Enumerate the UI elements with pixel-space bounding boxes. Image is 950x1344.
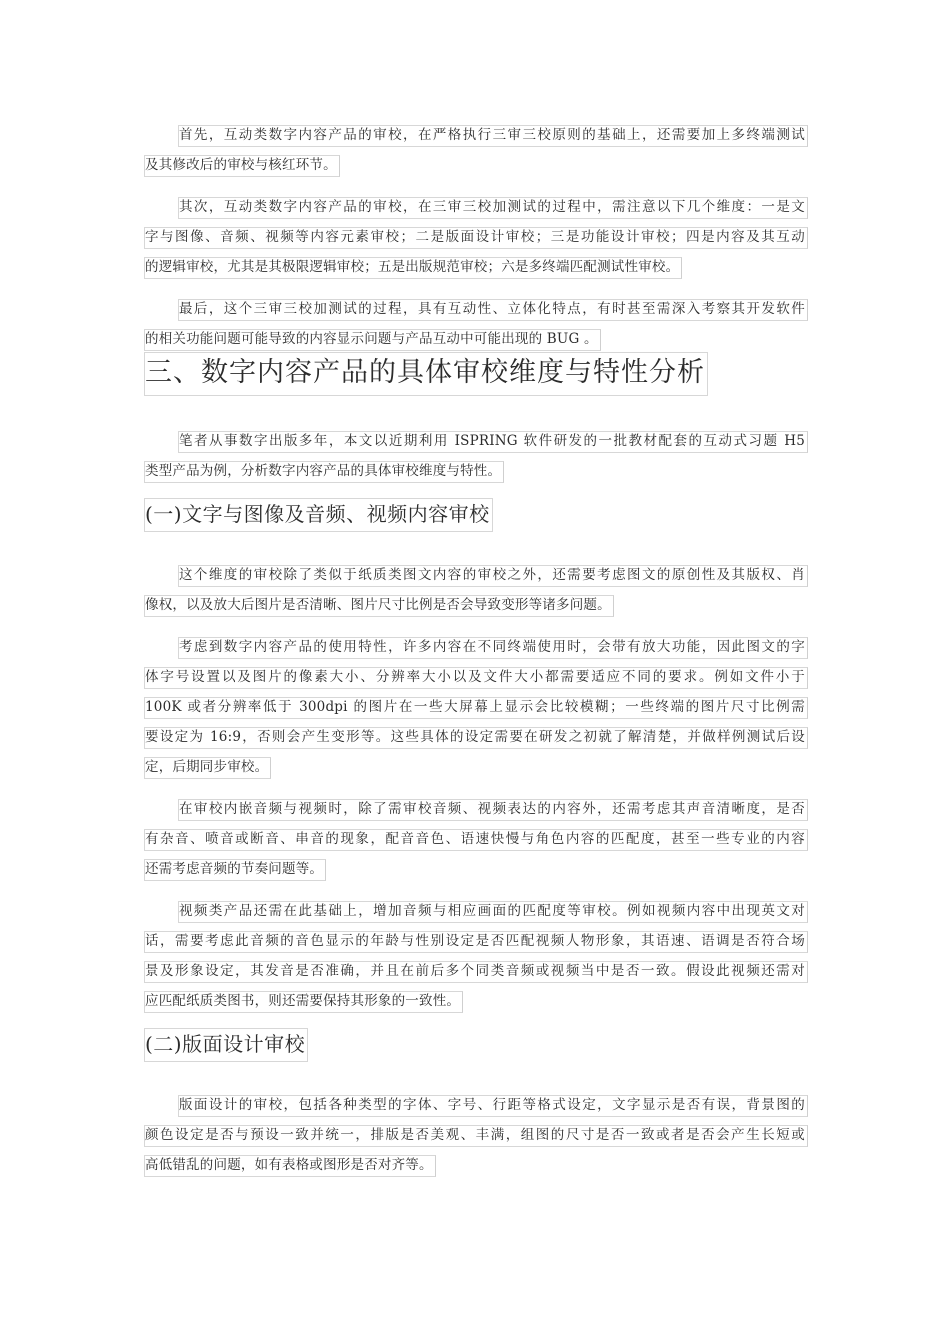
text-line: 像权，以及放大后图片是否清晰、图片尺寸比例是否会导致变形等诸多问题。 [144, 595, 614, 617]
paragraph-final-review-first [144, 120, 808, 180]
paragraph-copyright [144, 560, 808, 620]
text-line: 类型产品为例，分析数字内容产品的具体审校维度与特性。 [144, 461, 504, 483]
text-line: 体字号设置以及图片的像素大小、分辨率大小以及文件大小都需要适应不同的要求。例如文件小于 [144, 667, 808, 689]
paragraph-video-products [144, 896, 808, 1016]
paragraph-usage-characteristics [144, 632, 808, 782]
text-line: 首先，互动类数字内容产品的审校，在严格执行三审三校原则的基础上，还需要加上多终端测试 [178, 125, 808, 147]
subsection-heading-text-image-av: (一)文字与图像及音频、视频内容审校 [144, 498, 808, 532]
section-heading: 三、数字内容产品的具体审校维度与特性分析 [144, 352, 808, 398]
text-line: 的逻辑审校，尤其是其极限逻辑审校；五是出版规范审校；六是多终端匹配测试性审校。 [144, 257, 682, 279]
text-line: 高低错乱的问题，如有表格或图形是否对齐等。 [144, 1155, 436, 1177]
text-line: 视频类产品还需在此基础上，增加音频与相应画面的匹配度等审校。例如视频内容中出现英文对 [178, 901, 808, 923]
text-line: 景及形象设定，其发音是否准确，并且在前后多个同类音频或视频当中是否一致。假设此视频还需对 [144, 961, 808, 983]
text-line: 字与图像、音频、视频等内容元素审校；二是版面设计审校；三是功能设计审校；四是内容及其互动 [144, 227, 808, 249]
text-line: 颜色设定是否与预设一致并统一，排版是否美观、丰满，组图的尺寸是否一致或者是否会产生长短或 [144, 1125, 808, 1147]
text-line: 这个维度的审校除了类似于纸质类图文内容的审校之外，还需要考虑图文的原创性及其版权、肖 [178, 565, 808, 587]
text-line: 定，后期同步审校。 [144, 757, 271, 779]
paragraph-review-dimensions [144, 192, 808, 282]
text-line: 应匹配纸质类图书，则还需要保持其形象的一致性。 [144, 991, 463, 1013]
text-line: 其次，互动类数字内容产品的审校，在三审三校加测试的过程中，需注意以下几个维度：一是文 [178, 197, 808, 219]
text-line: 笔者从事数字出版多年，本文以近期利用 ISPRING 软件研发的一批教材配套的互动式习题 H5 [178, 431, 808, 453]
text-line: 的相关功能问题可能导致的内容显示问题与产品互动中可能出现的 BUG 。 [144, 329, 601, 351]
paragraph-audio-video [144, 794, 808, 884]
paragraph-layout-review [144, 1090, 808, 1180]
text-line: 最后，这个三审三校加测试的过程，具有互动性、立体化特点，有时甚至需深入考察其开发软件 [178, 299, 808, 321]
text-line: 话，需要考虑此音频的音色显示的年龄与性别设定是否匹配视频人物形象，其语速、语调是否符合场 [144, 931, 808, 953]
text-line: 在审校内嵌音频与视频时，除了需审校音频、视频表达的内容外，还需考虑其声音清晰度，是否 [178, 799, 808, 821]
paragraph-testing-process [144, 294, 808, 354]
text-line: 版面设计的审校，包括各种类型的字体、字号、行距等格式设定，文字显示是否有误，背景图的 [178, 1095, 808, 1117]
document-page [144, 120, 808, 1192]
subsection-heading-layout: (二)版面设计审校 [144, 1028, 808, 1062]
paragraph-author-intro [144, 426, 808, 486]
text-line: 100K 或者分辨率低于 300dpi 的图片在一些大屏幕上显示会比较模糊；一些终端的图片尺寸比例需 [144, 697, 808, 719]
text-line: 考虑到数字内容产品的使用特性，许多内容在不同终端使用时，会带有放大功能，因此图文的字 [178, 637, 808, 659]
text-line: 要设定为 16:9，否则会产生变形等。这些具体的设定需要在研发之初就了解清楚，并做样例测试后设 [144, 727, 808, 749]
text-line: 还需考虑音频的节奏问题等。 [144, 859, 326, 881]
text-line: 及其修改后的审校与核红环节。 [144, 155, 340, 177]
text-line: 有杂音、喷音或断音、串音的现象，配音音色、语速快慢与角色内容的匹配度，甚至一些专业的内容 [144, 829, 808, 851]
